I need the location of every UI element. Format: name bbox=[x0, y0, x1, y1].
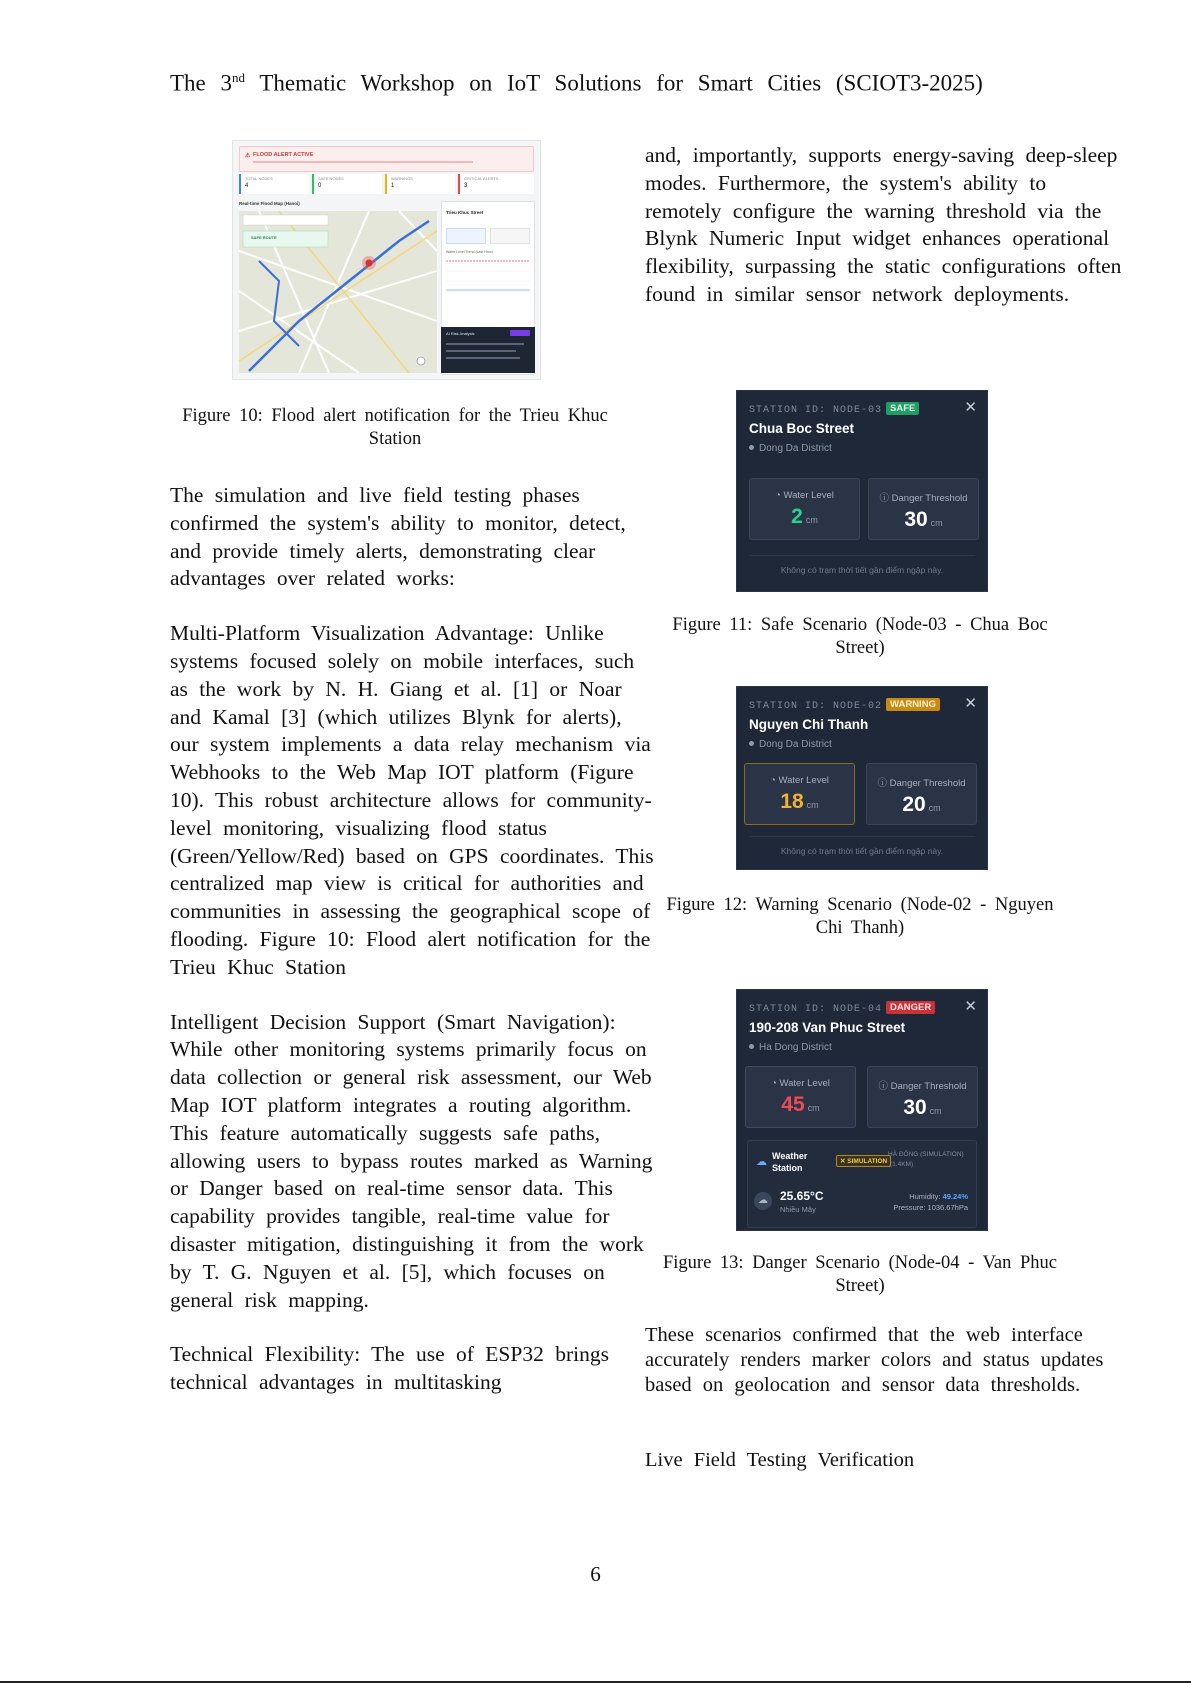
danger-threshold-value: 20 bbox=[902, 793, 926, 816]
figure-10-flood-dashboard bbox=[232, 140, 541, 380]
figure-11-caption: Figure 11: Safe Scenario (Node-03 - Chua Boc Street) bbox=[672, 615, 1048, 658]
danger-threshold-box: ⓘ Danger Threshold 30 cm bbox=[868, 478, 979, 540]
ai-panel-title: AI Risk Analysis bbox=[446, 331, 475, 336]
danger-threshold-value: 30 bbox=[904, 508, 928, 531]
weather-cloud-icon: ☁ bbox=[756, 1156, 767, 1168]
stat-warnings: WARNINGS 1 bbox=[385, 174, 455, 194]
temperature: 25.65°C bbox=[780, 1189, 824, 1203]
paragraph-technical-flexibility: Technical Flexibility: The use of ESP32 brings technical advantages in multitasking bbox=[170, 1342, 609, 1395]
station-district: Dong Da District bbox=[749, 443, 832, 454]
simulation-badge: ✕ SIMULATION bbox=[836, 1155, 891, 1167]
danger-threshold-box: ⓘ Danger Threshold 20 cm bbox=[866, 763, 977, 825]
page-number: 6 bbox=[590, 1562, 601, 1586]
info-icon: ⓘ bbox=[878, 1081, 888, 1092]
bottom-rule bbox=[0, 1681, 1191, 1683]
safe-route-label: SAFE ROUTE bbox=[251, 235, 277, 240]
location-dot-icon bbox=[749, 741, 754, 746]
side-station-name: Trieu Khuc Street bbox=[446, 210, 484, 215]
location-dot-icon bbox=[749, 1044, 754, 1049]
water-level-value: 18 bbox=[780, 790, 804, 813]
gauge-icon: ◔ bbox=[771, 1078, 777, 1089]
ai-risk-panel bbox=[441, 327, 535, 373]
figure-12-caption: Figure 12: Warning Scenario (Node-02 - Nguyen Chi Thanh) bbox=[666, 895, 1054, 938]
water-level-box: ◔ Water Level 18 cm bbox=[744, 763, 855, 825]
status-badge: SAFE bbox=[886, 402, 919, 415]
water-level-box: ◔ Water Level 2 cm bbox=[749, 478, 860, 540]
close-icon[interactable]: ✕ bbox=[964, 695, 977, 712]
trend-title: Water Level Trend (Last Hour) bbox=[446, 250, 493, 254]
status-badge: DANGER bbox=[886, 1001, 935, 1014]
station-district: Dong Da District bbox=[749, 739, 832, 750]
paragraph-smart-navigation: Intelligent Decision Support (Smart Navigation): While other monitoring systems primarily focus on data collection or general risk assessment, our Web Map IOT platform integrates a routing algorithm. This feature automatically suggests safe paths, allowing users to bypass routes marked as Warning or Danger based on real-time sensor data. This capability provides tangible, real-time value for disaster mitigation, distinguishing it from the work by T. G. Nguyen et al. [5], which focuses on general risk mapping. bbox=[170, 1009, 653, 1312]
station-card-danger bbox=[736, 989, 988, 1231]
live-field-testing-heading: Live Field Testing Verification bbox=[645, 1449, 915, 1471]
figure-13-caption: Figure 13: Danger Scenario (Node-04 - Van Phuc Street) bbox=[663, 1253, 1057, 1296]
close-icon[interactable]: ✕ bbox=[964, 399, 977, 416]
paragraph-intro: The simulation and live field testing phases confirmed the system's ability to monitor, detect, and provide timely alerts, demonstrating clear advantages over related works: bbox=[170, 483, 626, 591]
weather-place: HÀ ĐÔNG (SIMULATION) bbox=[888, 1151, 964, 1158]
station-card-safe bbox=[736, 390, 988, 592]
location-dot-icon bbox=[749, 445, 754, 450]
info-icon: ⓘ bbox=[877, 778, 887, 789]
gauge-icon: ◔ bbox=[770, 775, 776, 786]
danger-threshold-box: ⓘ Danger Threshold 30 cm bbox=[867, 1066, 978, 1128]
figure-10-caption: Figure 10: Flood alert notification for the Trieu Khuc Station bbox=[182, 406, 608, 449]
no-weather-station-note: Không có trạm thời tiết gần điểm ngập này. bbox=[749, 836, 975, 856]
sim-icon: ✕ bbox=[840, 1158, 846, 1165]
scenarios-paragraph: These scenarios confirmed that the web interface accurately renders marker colors and status updates based on geolocation and sensor data thresholds. bbox=[645, 1324, 1104, 1396]
right-column-top-text: and, importantly, supports energy-saving deep-sleep modes. Furthermore, the system's ability to remotely configure the warning threshold via the Blynk Numeric Input widget enhances operational flexibility, surpassing the static configurations often found in similar sensor network deployments. bbox=[645, 143, 1122, 306]
alert-icon: ⚠ bbox=[245, 153, 251, 159]
no-weather-station-note: Không có trạm thời tiết gần điểm ngập này. bbox=[749, 555, 975, 575]
weather-condition: Nhiều Mây bbox=[780, 1205, 816, 1214]
map-title: Real-time Flood Map (Hanoi) bbox=[239, 201, 300, 206]
stats-row bbox=[239, 174, 534, 196]
gauge-icon: ◔ bbox=[775, 490, 781, 501]
status-badge: WARNING bbox=[886, 698, 940, 711]
water-level-value: 2 bbox=[791, 505, 803, 528]
weather-station-title: Weather Station bbox=[772, 1151, 808, 1173]
info-icon: ⓘ bbox=[879, 493, 889, 504]
stat-safe: SAFE NODES 0 bbox=[312, 174, 382, 194]
paragraph-multiplatform: Multi-Platform Visualization Advantage: Unlike systems focused solely on mobile interfaces, such as the work by N. H. Giang et al. [1] or Noar and Kamal [3] (which utilizes Blynk for alerts), our system implements a data relay mechanism via Webhooks to the Web Map IOT platform (Figure 10). This robust architecture allows for community-level monitoring, visualizing flood status (Green/Yellow/Red) based on GPS coordinates. This centralized map view is critical for authorities and communities in assessing the geographical scope of flooding. Figure 10: Flood alert notification for the Trieu Khuc Station bbox=[170, 621, 654, 979]
flood-alert-banner bbox=[239, 146, 534, 172]
left-column bbox=[170, 482, 657, 1397]
water-level-value: 45 bbox=[781, 1093, 805, 1116]
station-id: STATION ID: NODE-02 WARNING bbox=[749, 698, 940, 712]
danger-threshold-value: 30 bbox=[903, 1096, 927, 1119]
humidity: Humidity: 49.24% bbox=[909, 1192, 968, 1201]
station-id: STATION ID: NODE-03 SAFE bbox=[749, 402, 919, 416]
station-name: Nguyen Chi Thanh bbox=[749, 717, 869, 732]
flood-map bbox=[239, 211, 437, 373]
station-name: Chua Boc Street bbox=[749, 421, 855, 436]
alert-title: FLOOD ALERT ACTIVE bbox=[253, 152, 314, 158]
running-header: The 3nd Thematic Workshop on IoT Solutions for Smart Cities (SCIOT3-2025) bbox=[170, 70, 983, 96]
stat-critical: CRITICAL ALERTS 3 bbox=[458, 174, 534, 194]
close-icon[interactable]: ✕ bbox=[964, 998, 977, 1015]
water-level-box: ◔ Water Level 45 cm bbox=[745, 1066, 856, 1128]
weather-distance: (1.4KM) bbox=[890, 1161, 914, 1168]
station-card-warning bbox=[736, 686, 988, 870]
weather-station-panel bbox=[747, 1140, 977, 1228]
cloud-condition-icon: ☁ bbox=[754, 1192, 772, 1210]
stat-total: TOTAL NODES 4 bbox=[239, 174, 309, 194]
station-id: STATION ID: NODE-04 DANGER bbox=[749, 1001, 935, 1015]
station-district: Ha Dong District bbox=[749, 1042, 832, 1053]
pressure: Pressure: 1036.67hPa bbox=[893, 1203, 968, 1212]
station-name: 190-208 Van Phuc Street bbox=[749, 1020, 906, 1035]
